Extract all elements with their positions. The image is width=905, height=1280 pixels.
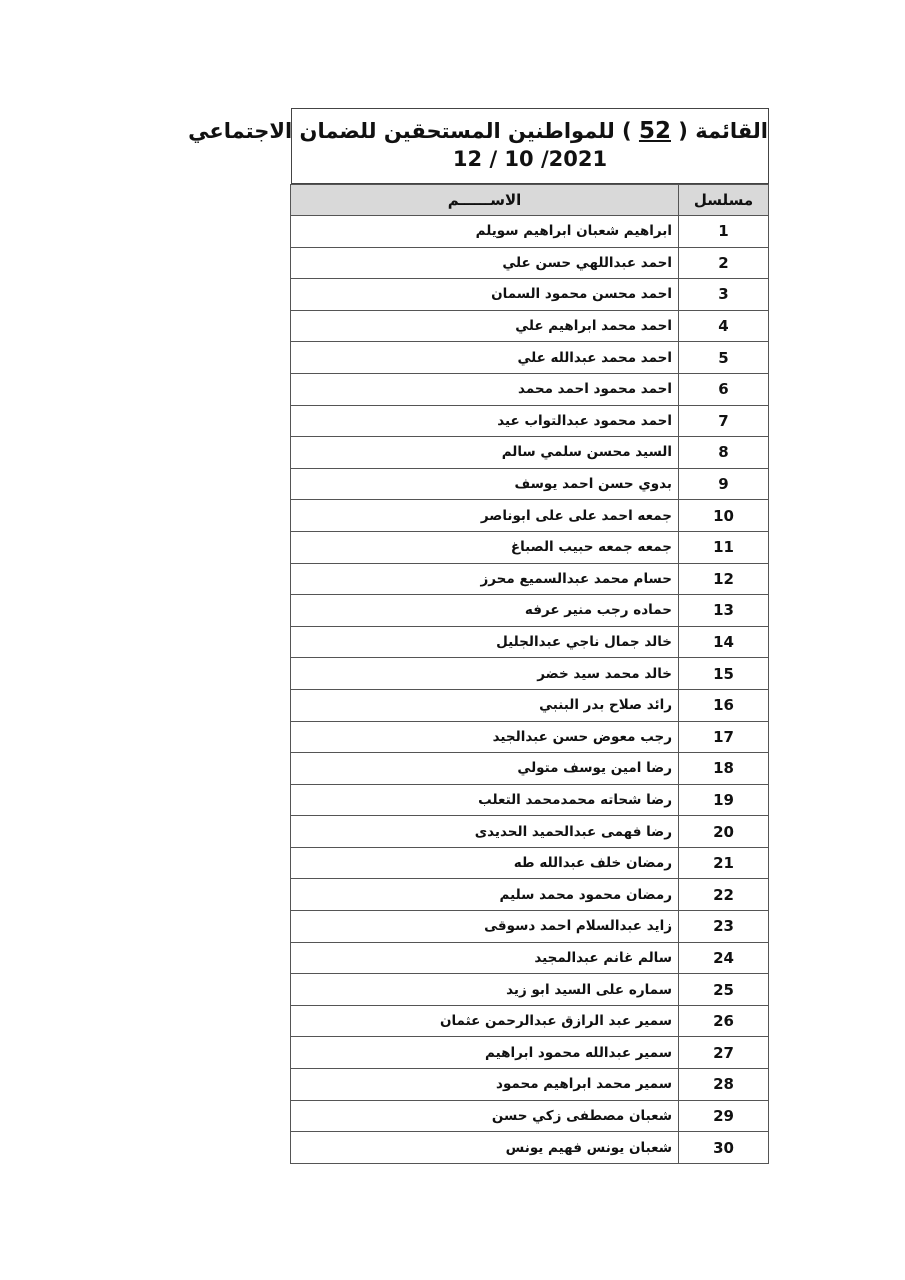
table-row — [291, 342, 769, 374]
list-number: 52 — [638, 118, 671, 144]
table-row — [291, 879, 769, 911]
row-name: شعبان مصطفى زكي حسن — [291, 1100, 679, 1132]
row-name: حماده رجب منير عرفه — [291, 595, 679, 627]
row-name: ابراهيم شعبان ابراهيم سويلم — [291, 216, 679, 248]
row-serial: 15 — [679, 658, 769, 690]
row-name: حسام محمد عبدالسميع محرز — [291, 563, 679, 595]
table-row — [291, 279, 769, 311]
row-name: رمضان محمود محمد سليم — [291, 879, 679, 911]
table-row — [291, 216, 769, 248]
row-name: رضا فهمى عبدالحميد الحديدى — [291, 816, 679, 848]
row-name: احمد محمد عبدالله علي — [291, 342, 679, 374]
row-serial: 18 — [679, 753, 769, 785]
row-serial: 10 — [679, 500, 769, 532]
row-name: زايد عبدالسلام احمد دسوقى — [291, 911, 679, 943]
row-serial: 1 — [679, 216, 769, 248]
table-row — [291, 1100, 769, 1132]
row-name: رمضان خلف عبدالله طه — [291, 847, 679, 879]
table-row — [291, 1037, 769, 1069]
row-serial: 21 — [679, 847, 769, 879]
row-serial: 23 — [679, 911, 769, 943]
row-name: جمعه جمعه حبيب الصباغ — [291, 531, 679, 563]
table-row — [291, 1005, 769, 1037]
row-name: بدوي حسن احمد يوسف — [291, 468, 679, 500]
row-serial: 28 — [679, 1069, 769, 1101]
row-serial: 16 — [679, 689, 769, 721]
row-name: رضا امين يوسف متولي — [291, 753, 679, 785]
title-prefix: القائمة ( — [678, 119, 768, 143]
row-name: جمعه احمد على على ابوناصر — [291, 500, 679, 532]
beneficiaries-table — [290, 184, 769, 1164]
table-row — [291, 626, 769, 658]
row-name: احمد محسن محمود السمان — [291, 279, 679, 311]
table-row — [291, 689, 769, 721]
table-row — [291, 531, 769, 563]
row-serial: 4 — [679, 310, 769, 342]
table-row — [291, 563, 769, 595]
row-serial: 30 — [679, 1132, 769, 1164]
serial-column-header: مسلسل — [679, 185, 769, 216]
row-name: شعبان يونس فهيم يونس — [291, 1132, 679, 1164]
table-header-row — [291, 185, 769, 216]
list-title — [188, 117, 768, 145]
table-row — [291, 911, 769, 943]
row-serial: 9 — [679, 468, 769, 500]
row-serial: 25 — [679, 974, 769, 1006]
row-name: سمير عبد الرازق عبدالرحمن عثمان — [291, 1005, 679, 1037]
row-name: سمير عبدالله محمود ابراهيم — [291, 1037, 679, 1069]
table-row — [291, 784, 769, 816]
table-row — [291, 310, 769, 342]
row-serial: 8 — [679, 437, 769, 469]
table-row — [291, 847, 769, 879]
row-serial: 20 — [679, 816, 769, 848]
row-serial: 6 — [679, 373, 769, 405]
row-serial: 27 — [679, 1037, 769, 1069]
table-row — [291, 1069, 769, 1101]
row-serial: 2 — [679, 247, 769, 279]
row-serial: 12 — [679, 563, 769, 595]
row-name: رائد صلاح بدر البنبي — [291, 689, 679, 721]
row-name: احمد محمد ابراهيم علي — [291, 310, 679, 342]
row-serial: 5 — [679, 342, 769, 374]
row-name: رضا شحاته محمدمحمد التعلب — [291, 784, 679, 816]
row-name: سماره على السيد ابو زيد — [291, 974, 679, 1006]
row-serial: 11 — [679, 531, 769, 563]
table-row — [291, 500, 769, 532]
row-name: خالد محمد سيد خضر — [291, 658, 679, 690]
row-name: السيد محسن سلمي سالم — [291, 437, 679, 469]
row-serial: 24 — [679, 942, 769, 974]
row-name: سالم غانم عبدالمجيد — [291, 942, 679, 974]
table-row — [291, 595, 769, 627]
table-row — [291, 753, 769, 785]
list-date: 12 / 10 /2021 — [452, 147, 608, 171]
name-column-header: الاســــــم — [291, 185, 679, 216]
row-serial: 17 — [679, 721, 769, 753]
table-row — [291, 437, 769, 469]
list-title-box — [188, 108, 769, 184]
row-serial: 22 — [679, 879, 769, 911]
beneficiaries-list — [188, 108, 769, 1164]
row-name: رجب معوض حسن عبدالجيد — [291, 721, 679, 753]
table-row — [291, 373, 769, 405]
title-suffix: ) للمواطنين المستحقين للضمان الاجتماعي — [188, 119, 632, 143]
row-name: سمير محمد ابراهيم محمود — [291, 1069, 679, 1101]
table-row — [291, 942, 769, 974]
row-serial: 3 — [679, 279, 769, 311]
table-body — [291, 216, 769, 1164]
row-serial: 13 — [679, 595, 769, 627]
table-row — [291, 721, 769, 753]
row-serial: 29 — [679, 1100, 769, 1132]
table-row — [291, 247, 769, 279]
row-serial: 19 — [679, 784, 769, 816]
row-name: احمد محمود عبدالتواب عيد — [291, 405, 679, 437]
table-row — [291, 816, 769, 848]
row-serial: 7 — [679, 405, 769, 437]
table-row — [291, 974, 769, 1006]
table-row — [291, 468, 769, 500]
row-name: احمد محمود احمد محمد — [291, 373, 679, 405]
table-row — [291, 1132, 769, 1164]
row-serial: 26 — [679, 1005, 769, 1037]
table-row — [291, 405, 769, 437]
table-row — [291, 658, 769, 690]
row-name: خالد جمال ناجي عبدالجليل — [291, 626, 679, 658]
row-serial: 14 — [679, 626, 769, 658]
row-name: احمد عبداللهي حسن علي — [291, 247, 679, 279]
